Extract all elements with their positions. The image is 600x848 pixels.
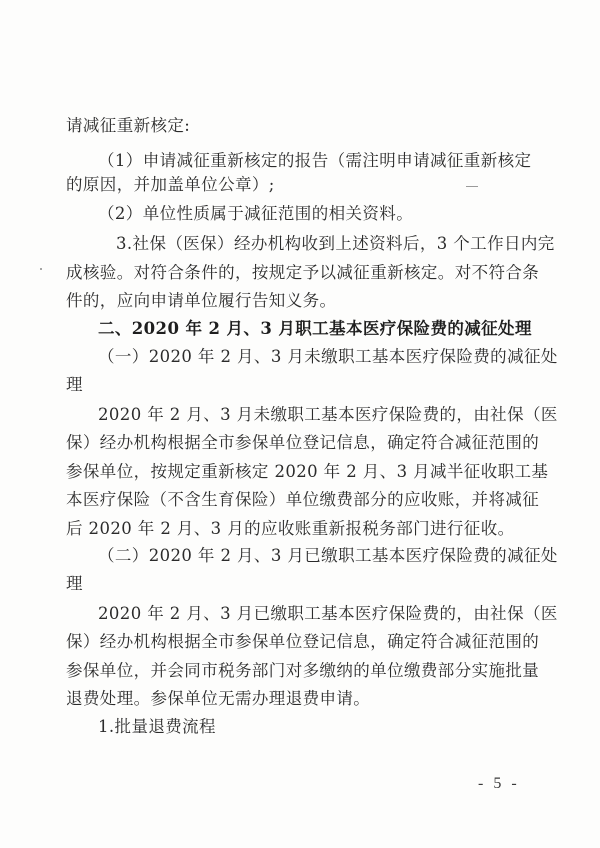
text-line: （2）单位性质属于减征范围的相关资料。 — [98, 204, 414, 223]
subsection-heading-continued: 理 — [66, 375, 83, 394]
text-line: 本医疗保险（不含生育保险）单位缴费部分的应收账，并将减征 — [66, 490, 540, 509]
text-line: 成核验。对符合条件的，按规定予以减征重新核定。对不符合条 — [66, 263, 540, 282]
page-number: - 5 - — [478, 775, 520, 792]
text-line: 件的，应向申请单位履行告知义务。 — [66, 291, 337, 310]
text-line: 3.社保（医保）经办机构收到上述资料后，3 个工作日内完 — [116, 234, 555, 253]
text-line: 参保单位，按规定重新核定 2020 年 2 月、3 月减半征收职工基 — [66, 462, 549, 481]
text-line: 2020 年 2 月、3 月未缴职工基本医疗保险费的，由社保（医 — [98, 405, 558, 424]
text-line: 参保单位，并会同市税务部门对多缴纳的单位缴费部分实施批量 — [66, 661, 540, 680]
text-line: 1.批量退费流程 — [98, 717, 216, 736]
subsection-heading: （二）2020 年 2 月、3 月已缴职工基本医疗保险费的减征处 — [98, 546, 558, 565]
text-line: 后 2020 年 2 月、3 月的应收账重新报税务部门进行征收。 — [66, 519, 515, 538]
text-line: 的原因，并加盖单位公章）; — [66, 175, 275, 194]
text-line: 2020 年 2 月、3 月已缴职工基本医疗保险费的，由社保（医 — [98, 604, 558, 623]
subsection-heading-continued: 理 — [66, 574, 83, 593]
text-line: 保）经办机构根据全市参保单位登记信息，确定符合减征范围的 — [66, 433, 540, 452]
scan-speck — [40, 268, 42, 270]
section-heading: 二、2020 年 2 月、3 月职工基本医疗保险费的减征处理 — [98, 319, 532, 338]
text-line: 请减征重新核定: — [66, 116, 191, 135]
text-line: 退费处理。参保单位无需办理退费申请。 — [66, 689, 371, 708]
text-line: （1）申请减征重新核定的报告（需注明申请减征重新核定 — [98, 151, 532, 170]
subsection-heading: （一）2020 年 2 月、3 月未缴职工基本医疗保险费的减征处 — [98, 347, 558, 366]
scan-mark — [466, 186, 478, 187]
text-line: 保）经办机构根据全市参保单位登记信息，确定符合减征范围的 — [66, 632, 540, 651]
